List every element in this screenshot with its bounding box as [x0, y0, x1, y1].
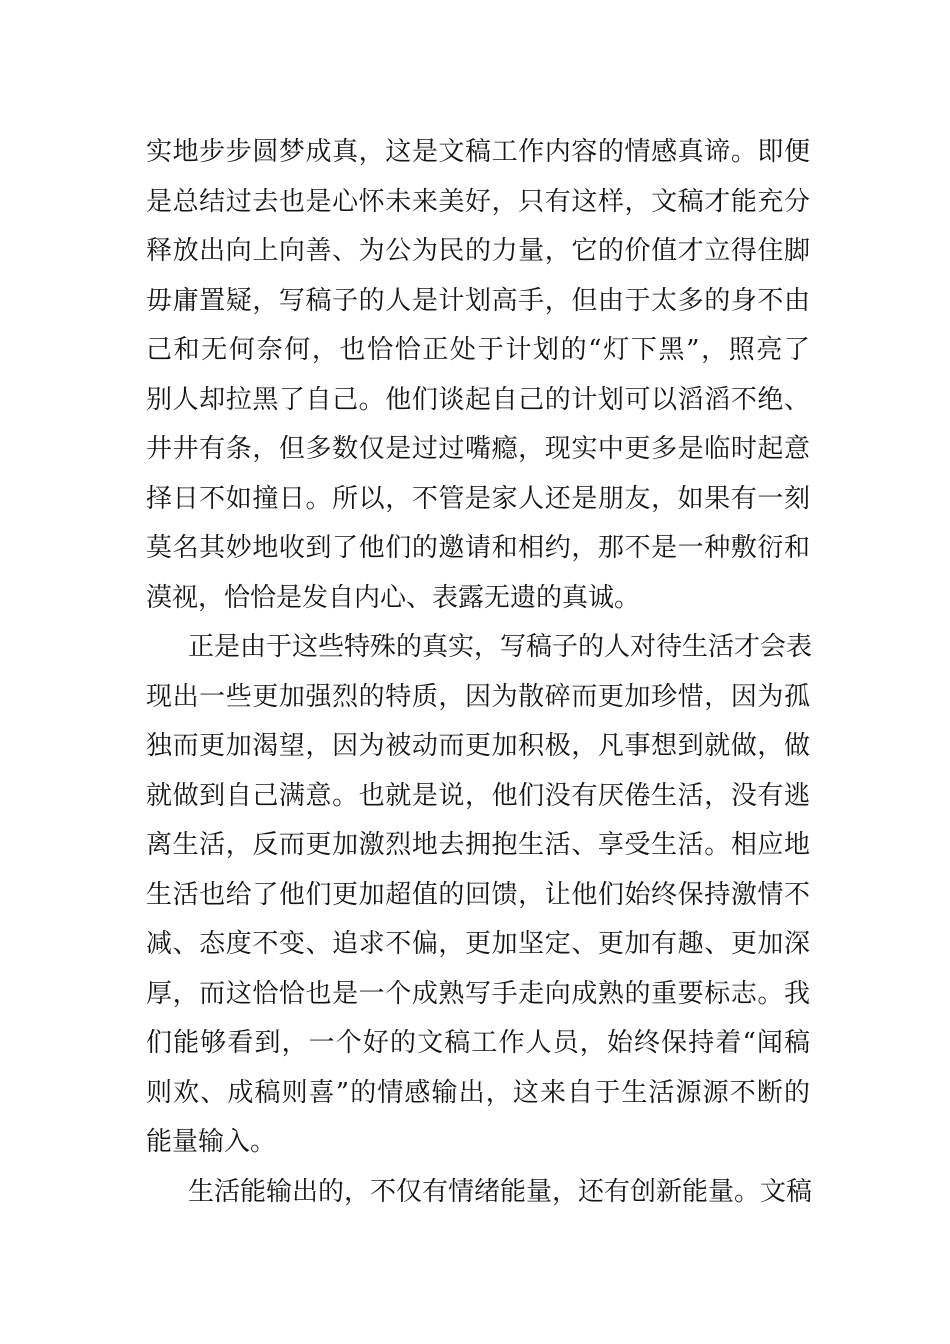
text-line: 生活也给了他们更加超值的回馈，让他们始终保持激情不: [146, 879, 810, 910]
text-line: 则欢、成稿则喜”的情感输出，这来自于生活源源不断的: [146, 1077, 810, 1108]
text-line: 井井有条，但多数仅是过过嘴瘾，现实中更多是临时起意: [146, 434, 810, 464]
text-line: 厚，而这恰恰也是一个成熟写手走向成熟的重要标志。我: [146, 978, 810, 1009]
text-line: 别人却拉黑了自己。他们谈起自己的计划可以滔滔不绝、: [146, 384, 810, 415]
text-line: 己和无何奈何，也恰恰正处于计划的“灯下黑”，照亮了: [146, 335, 810, 365]
text-line: 毋庸置疑，写稿子的人是计划高手，但由于太多的身不由: [146, 285, 810, 316]
text-line: 能量输入。: [146, 1127, 277, 1157]
text-line: 就做到自己满意。也就是说，他们没有厌倦生活，没有逃: [146, 780, 810, 811]
text-line: 漠视，恰恰是发自内心、表露无遗的真诚。: [146, 582, 641, 613]
text-line: 实地步步圆梦成真，这是文稿工作内容的情感真谛。即便: [146, 137, 810, 167]
text-line: 减、态度不变、追求不偏，更加坚定、更加有趣、更加深: [146, 929, 810, 959]
text-line: 离生活，反而更加激烈地去拥抱生活、享受生活。相应地: [146, 830, 810, 860]
text-line: 独而更加渴望，因为被动而更加积极，凡事想到就做，做: [146, 731, 810, 761]
text-line: 们能够看到，一个好的文稿工作人员，始终保持着“闻稿: [146, 1028, 810, 1058]
text-line: 正是由于这些特殊的真实，写稿子的人对待生活才会表: [188, 632, 813, 662]
text-line: 莫名其妙地收到了他们的邀请和相约，那不是一种敷衍和: [146, 533, 810, 563]
text-line: 生活能输出的，不仅有情绪能量，还有创新能量。文稿: [188, 1176, 813, 1207]
text-line: 是总结过去也是心怀未来美好，只有这样，文稿才能充分: [146, 186, 810, 217]
text-line: 释放出向上向善、为公为民的力量，它的价值才立得住脚: [146, 236, 810, 266]
document-body: [146, 128, 813, 1217]
text-line: 现出一些更加强烈的特质，因为散碎而更加珍惜，因为孤: [146, 681, 810, 712]
text-line: 择日不如撞日。所以，不管是家人还是朋友，如果有一刻: [146, 483, 810, 514]
